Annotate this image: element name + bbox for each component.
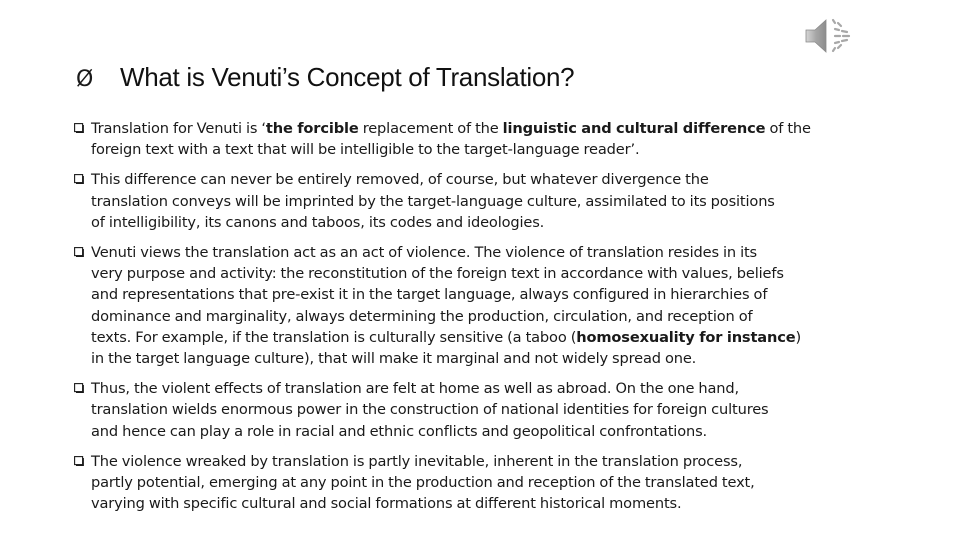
bullet-line — [91, 327, 894, 348]
bullet-line — [91, 348, 894, 369]
body-text: The violence wreaked by translation is partly inevitable, inherent in the translation process, — [91, 452, 743, 470]
body-text: and representations that pre-exist it in the target language, always configured in hierarchies of — [91, 286, 768, 304]
body-text: in the target language culture), that will make it marginal and not widely spread one. — [91, 350, 697, 368]
emphasis-text: homosexuality for instance — [576, 328, 796, 346]
body-text: very purpose and activity: the reconstitution of the foreign text in accordance with values, beliefs — [91, 265, 784, 283]
square-bullet-icon — [74, 174, 84, 184]
body-text: Thus, the violent effects of translation are felt at home as well as abroad. On the one hand, — [91, 380, 739, 398]
title-text: What is Venuti’s Concept of Translation? — [120, 62, 575, 92]
square-bullet-icon — [74, 456, 84, 466]
body-text: replacement of the — [358, 120, 503, 137]
arrow-bullet-icon: Ø — [76, 67, 94, 92]
body-text: Translation for Venuti is ‘ — [91, 120, 266, 137]
body-text: translation wields enormous power in the construction of national identities for foreign cultures — [91, 401, 769, 419]
bullet-line — [91, 242, 894, 263]
bullet-item — [74, 242, 894, 369]
bullet-line — [91, 451, 894, 472]
emphasis-text: the forcible — [265, 120, 359, 137]
bullet-line — [91, 378, 894, 399]
body-text: Venuti views the translation act as an act of violence. The violence of translation resides in its — [91, 244, 758, 262]
body-text: translation conveys will be imprinted by the target-language culture, assimilated to its positions — [91, 192, 775, 210]
bullet-item — [74, 451, 894, 515]
square-bullet-icon — [74, 383, 84, 393]
body-text: This difference can never be entirely removed, of course, but whatever divergence the — [91, 171, 709, 189]
body-text: partly potential, emerging at any point in the production and reception of the translated text, — [91, 474, 755, 492]
bullet-list — [74, 118, 894, 523]
bullet-line — [91, 139, 894, 160]
slide-title — [76, 62, 574, 93]
bullet-item — [74, 378, 894, 442]
bullet-item — [74, 118, 894, 160]
bullet-line — [91, 306, 894, 327]
emphasis-text: linguistic and cultural difference — [502, 120, 766, 137]
body-text: texts. For example, if the translation is culturally sensitive (a taboo ( — [91, 328, 577, 346]
bullet-line — [91, 472, 894, 493]
body-text: of intelligibility, its canons and taboos, its codes and ideologies. — [91, 213, 545, 231]
bullet-line — [91, 169, 894, 190]
bullet-line — [91, 493, 894, 514]
bullet-line — [91, 421, 894, 442]
bullet-line — [91, 191, 894, 212]
bullet-line — [91, 284, 894, 305]
speaker-icon[interactable] — [803, 14, 851, 58]
square-bullet-icon — [74, 123, 84, 133]
bullet-line — [91, 118, 894, 139]
body-text: dominance and marginality, always determining the production, circulation, and reception of — [91, 307, 753, 325]
square-bullet-icon — [74, 247, 84, 257]
body-text: varying with specific cultural and social formations at different historical moments. — [91, 495, 682, 513]
body-text: foreign text with a text that will be intelligible to the target-language reader’. — [91, 141, 640, 159]
body-text: ) — [795, 328, 802, 346]
body-text: of the — [765, 120, 811, 137]
body-text: and hence can play a role in racial and ethnic conflicts and geopolitical confrontations. — [91, 422, 708, 440]
bullet-line — [91, 399, 894, 420]
bullet-line — [91, 212, 894, 233]
bullet-line — [91, 263, 894, 284]
bullet-item — [74, 169, 894, 233]
